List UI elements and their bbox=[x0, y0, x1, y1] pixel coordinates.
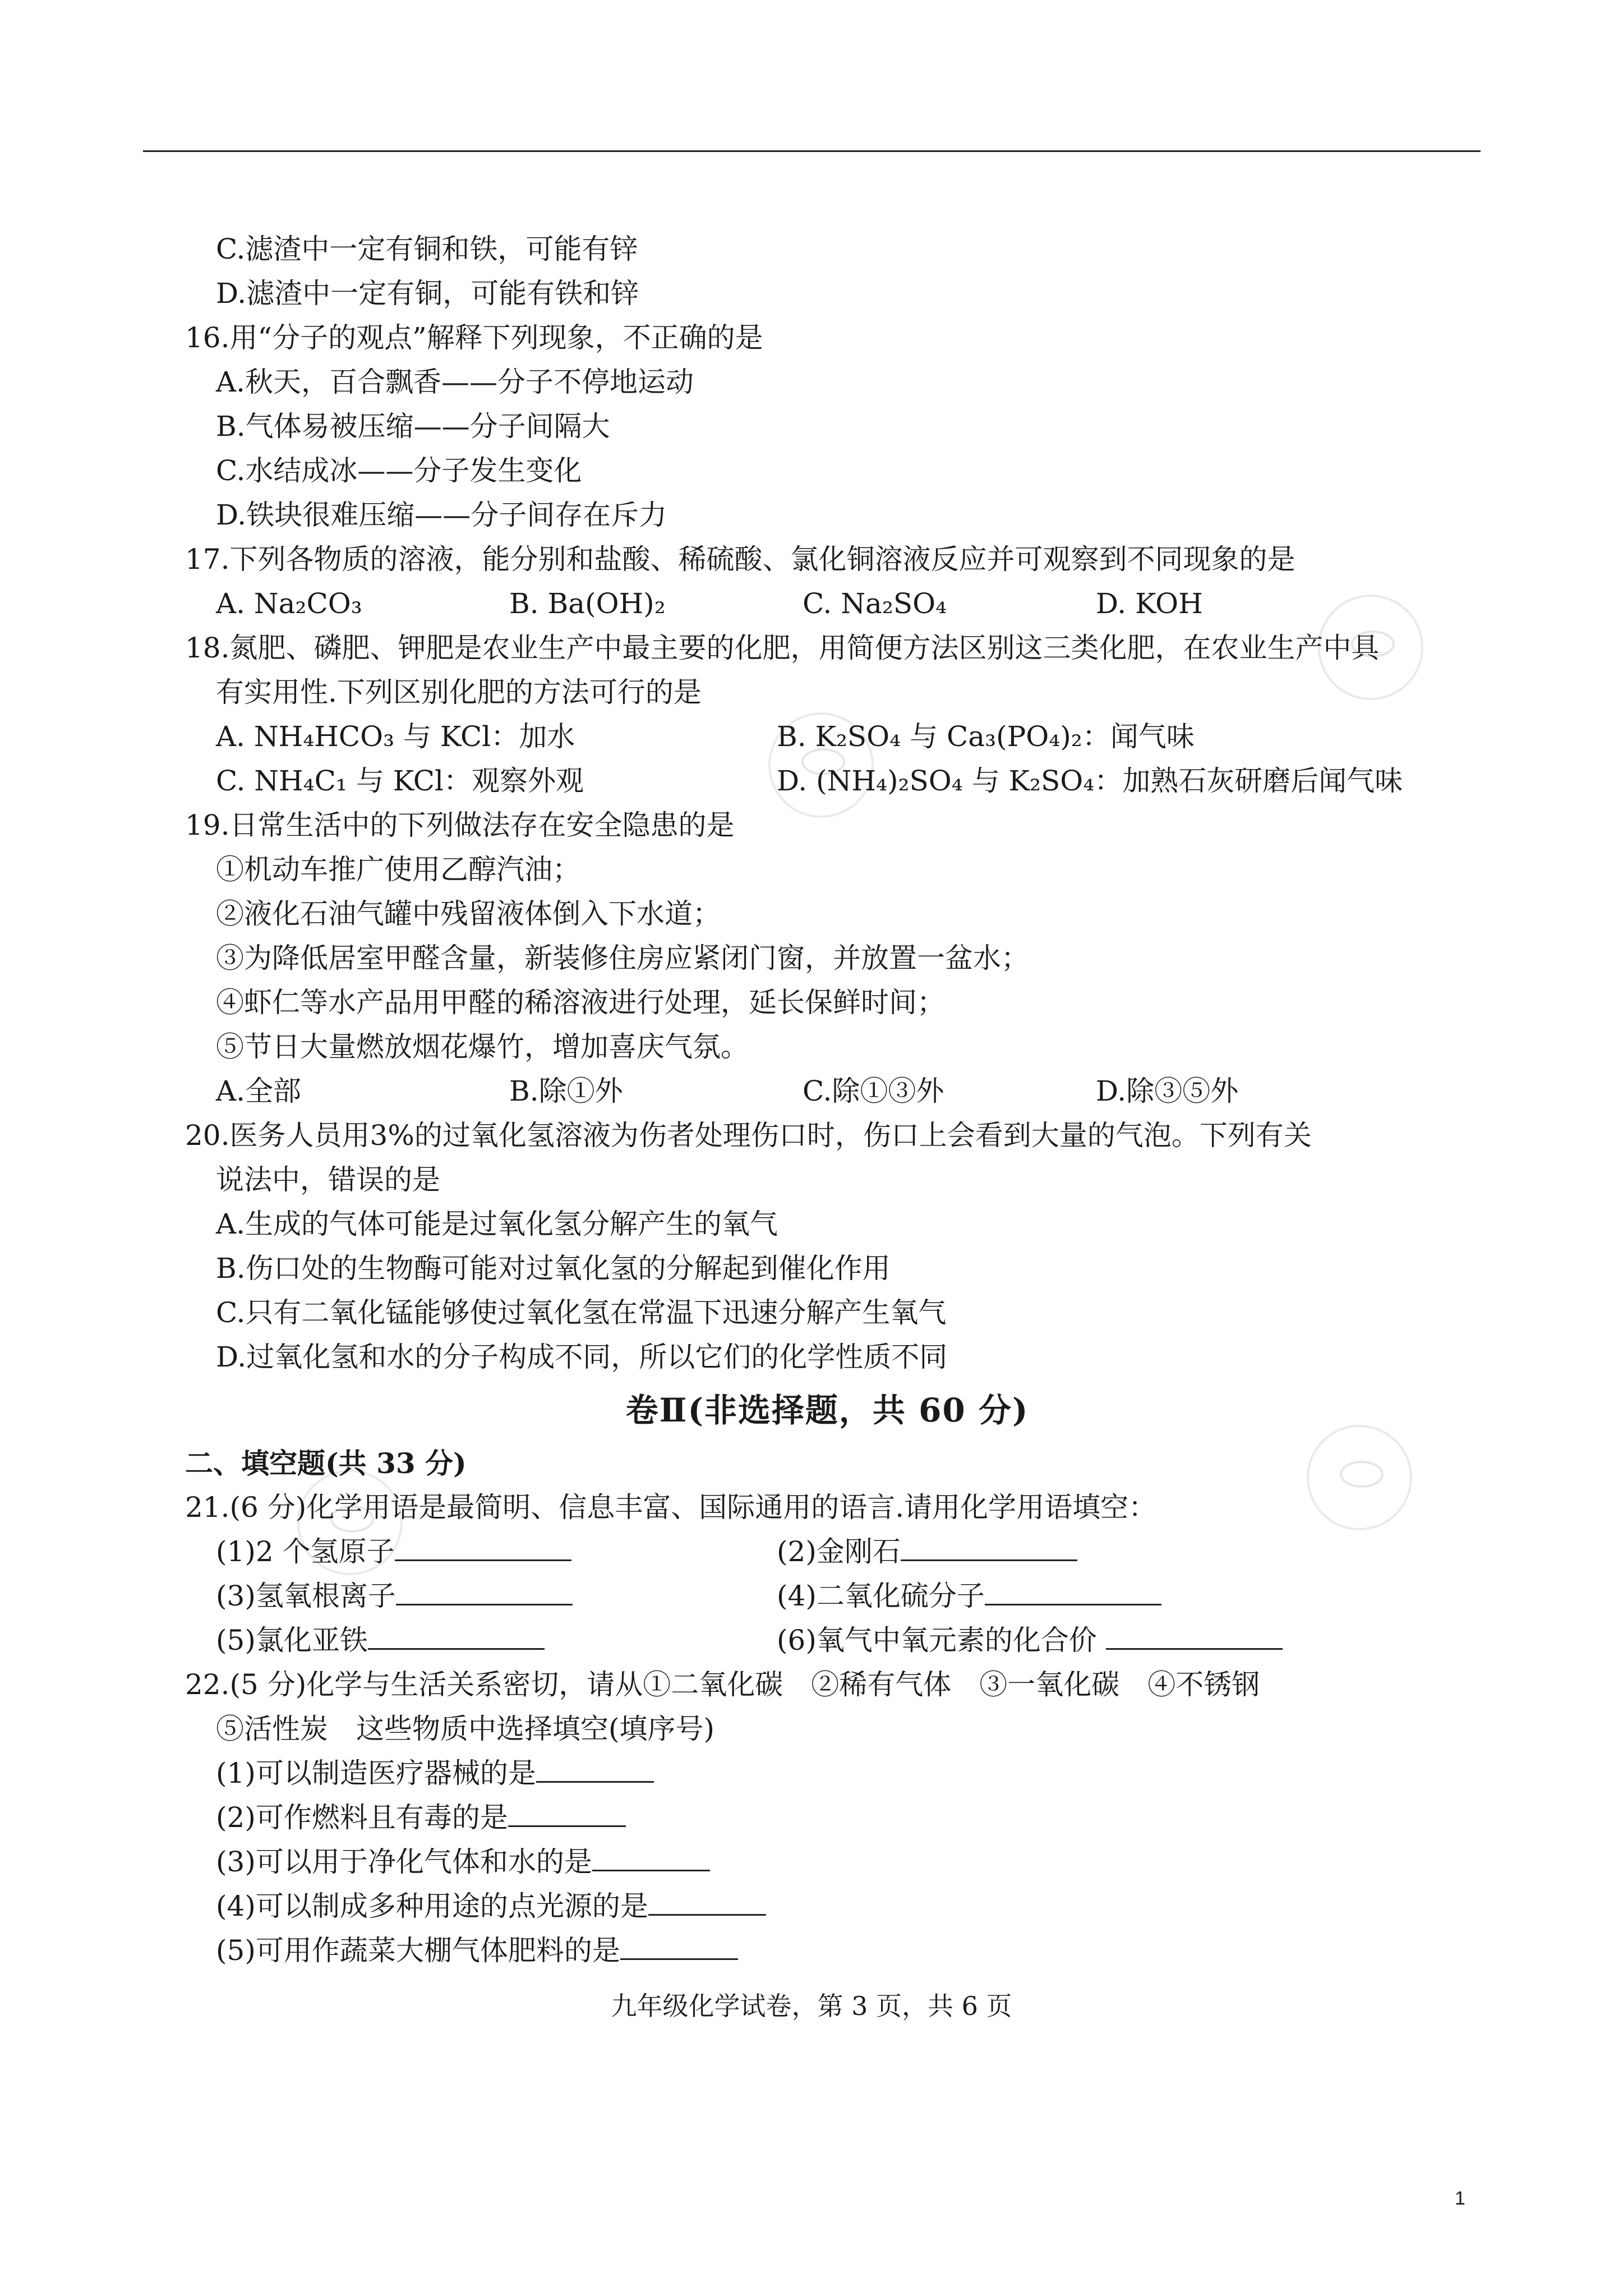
list-item: ②液化石油气罐中残留液体倒入下水道； bbox=[216, 898, 721, 930]
answer-blank[interactable] bbox=[592, 1844, 710, 1871]
exam-content bbox=[185, 227, 1469, 1973]
header-rule bbox=[143, 150, 1481, 152]
blank-row bbox=[185, 1530, 1469, 1574]
answer-blank[interactable] bbox=[620, 1932, 738, 1960]
answer-blank[interactable] bbox=[508, 1800, 626, 1827]
answer-blank[interactable] bbox=[368, 1622, 545, 1650]
option-text: C.水结成冰——分子发生变化 bbox=[216, 454, 582, 487]
list-item: ④虾仁等水产品用甲醛的稀溶液进行处理，延长保鲜时间； bbox=[216, 986, 945, 1019]
answer-blank[interactable] bbox=[985, 1578, 1161, 1605]
option-b: B. Ba(OH)₂ bbox=[509, 587, 666, 620]
option-text: B.伤口处的生物酶可能对过氧化氢的分解起到催化作用 bbox=[216, 1252, 891, 1285]
blank-row bbox=[185, 1840, 1469, 1884]
option-c: C. Na₂SO₄ bbox=[803, 587, 947, 620]
blank-label: (2)可作燃料且有毒的是 bbox=[216, 1801, 508, 1834]
question-18-cont: 有实用性.下列区别化肥的方法可行的是 bbox=[216, 676, 702, 708]
question-20-cont: 说法中，错误的是 bbox=[216, 1163, 440, 1196]
blank-row bbox=[185, 1929, 1469, 1973]
option-text: B.气体易被压缩——分子间隔大 bbox=[216, 410, 610, 443]
option-text: C.只有二氧化锰能够使过氧化氢在常温下迅速分解产生氧气 bbox=[216, 1296, 947, 1329]
blank-label: (6)氧气中氧元素的化合价 bbox=[777, 1624, 1097, 1657]
option-c: C.除①③外 bbox=[803, 1075, 944, 1107]
option-d: D. (NH₄)₂SO₄ 与 K₂SO₄：加熟石灰研磨后闻气味 bbox=[777, 765, 1403, 797]
option-text: A.秋天，百合飘香——分子不停地运动 bbox=[216, 366, 694, 398]
blank-row bbox=[185, 1751, 1469, 1796]
blank-label: (1)2 个氢原子 bbox=[216, 1535, 395, 1568]
question-19: 19.日常生活中的下列做法存在安全隐患的是 bbox=[185, 809, 735, 841]
options-row bbox=[185, 1069, 1469, 1114]
question-22: 22.(5 分)化学与生活关系密切，请从①二氧化碳 ②稀有气体 ③一氧化碳 ④不锈钢 bbox=[185, 1668, 1260, 1701]
option-text: D.过氧化氢和水的分子构成不同，所以它们的化学性质不同 bbox=[216, 1341, 948, 1373]
options-row bbox=[185, 715, 1469, 759]
part-heading: 二、填空题(共 33 分) bbox=[185, 1447, 467, 1480]
blank-label: (2)金刚石 bbox=[777, 1535, 901, 1568]
option-a: A. Na₂CO₃ bbox=[216, 587, 362, 620]
blank-label: (3)可以用于净化气体和水的是 bbox=[216, 1846, 592, 1878]
answer-blank[interactable] bbox=[395, 1534, 571, 1561]
answer-blank[interactable] bbox=[648, 1888, 766, 1916]
option-b: B.除①外 bbox=[509, 1075, 623, 1107]
question-20: 20.医务人员用3%的过氧化氢溶液为伤者处理伤口时，伤口上会看到大量的气泡。下列有关 bbox=[185, 1119, 1312, 1152]
list-item: ③为降低居室甲醛含量，新装修住房应紧闭门窗，并放置一盆水； bbox=[216, 942, 1029, 974]
blank-label: (5)氯化亚铁 bbox=[216, 1624, 368, 1657]
option-text: D.铁块很难压缩——分子间存在斥力 bbox=[216, 499, 667, 531]
list-item: ⑤节日大量燃放烟花爆竹，增加喜庆气氛。 bbox=[216, 1030, 749, 1063]
blank-row bbox=[185, 1884, 1469, 1929]
section-title: 卷Ⅱ(非选择题，共 60 分) bbox=[625, 1391, 1029, 1429]
blank-label: (4)二氧化硫分子 bbox=[777, 1580, 985, 1612]
blank-row bbox=[185, 1618, 1469, 1663]
question-21: 21.(6 分)化学用语是最简明、信息丰富、国际通用的语言.请用化学用语填空： bbox=[185, 1491, 1157, 1524]
option-b: B. K₂SO₄ 与 Ca₃(PO₄)₂：闻气味 bbox=[777, 720, 1195, 753]
question-22-cont: ⑤活性炭 这些物质中选择填空(填序号) bbox=[216, 1713, 715, 1745]
blank-label: (3)氢氧根离子 bbox=[216, 1580, 396, 1612]
answer-blank[interactable] bbox=[1106, 1622, 1283, 1650]
page-footer: 九年级化学试卷，第 3 页，共 6 页 bbox=[611, 1991, 1012, 2021]
question-16: 16.用“分子的观点”解释下列现象，不正确的是 bbox=[185, 321, 763, 354]
list-item: ①机动车推广使用乙醇汽油； bbox=[216, 853, 580, 886]
page-number: 1 bbox=[1455, 2188, 1465, 2209]
option-text: C.滤渣中一定有铜和铁，可能有锌 bbox=[216, 233, 638, 265]
answer-blank[interactable] bbox=[536, 1755, 654, 1783]
option-d: D.除③⑤外 bbox=[1096, 1075, 1239, 1107]
option-text: A.生成的气体可能是过氧化氢分解产生的氧气 bbox=[216, 1208, 778, 1240]
option-d: D. KOH bbox=[1096, 587, 1203, 620]
blank-label: (5)可用作蔬菜大棚气体肥料的是 bbox=[216, 1934, 620, 1967]
option-a: A.全部 bbox=[216, 1075, 302, 1107]
options-row bbox=[185, 582, 1469, 626]
option-a: A. NH₄HCO₃ 与 KCl：加水 bbox=[216, 720, 575, 753]
option-c: C. NH₄C₁ 与 KCl：观察外观 bbox=[216, 765, 584, 797]
blank-row bbox=[185, 1574, 1469, 1618]
blank-label: (1)可以制造医疗器械的是 bbox=[216, 1757, 536, 1789]
option-text: D.滤渣中一定有铜，可能有铁和锌 bbox=[216, 277, 639, 310]
answer-blank[interactable] bbox=[396, 1578, 573, 1605]
blank-label: (4)可以制成多种用途的点光源的是 bbox=[216, 1890, 648, 1922]
options-row bbox=[185, 759, 1469, 803]
answer-blank[interactable] bbox=[901, 1534, 1077, 1561]
blank-row bbox=[185, 1796, 1469, 1840]
question-18: 18.氮肥、磷肥、钾肥是农业生产中最主要的化肥，用简便方法区别这三类化肥，在农业生产中具 bbox=[185, 632, 1380, 664]
question-17: 17.下列各物质的溶液，能分别和盐酸、稀硫酸、氯化铜溶液反应并可观察到不同现象的是 bbox=[185, 543, 1295, 576]
